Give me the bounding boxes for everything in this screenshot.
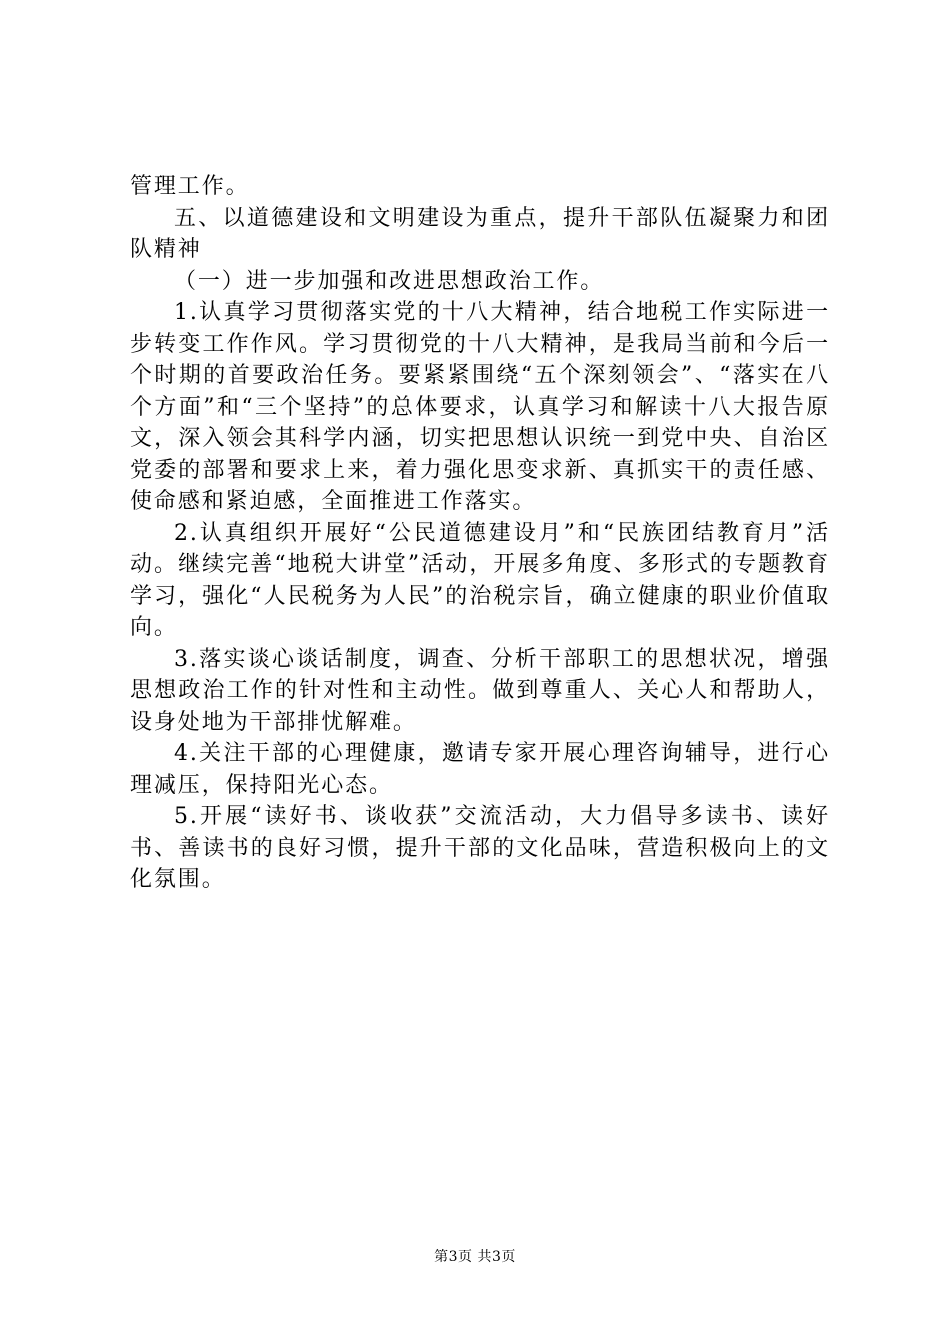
page-footer bbox=[0, 1247, 950, 1267]
list-item: 2.认真组织开展好“公民道德建设月”和“民族团结教育月”活动。继续完善“地税大讲堂”活动，开展多角度、多形式的专题教育学习，强化“人民税务为人民”的治税宗旨，确立健康的职业价值取向。 bbox=[130, 520, 830, 640]
paragraph-continuation: 管理工作。 bbox=[130, 174, 250, 199]
document-body bbox=[130, 171, 830, 896]
list-item: 4.关注干部的心理健康，邀请专家开展心理咨询辅导，进行心理减压，保持阳光心态。 bbox=[130, 741, 830, 798]
list-item: 1.认真学习贯彻落实党的十八大精神，结合地税工作实际进一步转变工作作风。学习贯彻党的十八大精神，是我局当前和今后一个时期的首要政治任务。要紧紧围绕“五个深刻领会”、“落实在八个方面”和“三个坚持”的总体要求，认真学习和解读十八大报告原文，深入领会其科学内涵，切实把思想认识统一到党中央、自治区党委的部署和要求上来，着力强化思变求新、真抓实干的责任感、使命感和紧迫感，全面推进工作落实。 bbox=[130, 300, 830, 514]
subsection-heading: （一）进一步加强和改进思想政治工作。 bbox=[174, 268, 605, 294]
page-number: 第3页 共3页 bbox=[434, 1249, 516, 1265]
section-heading: 五、以道德建设和文明建设为重点，提升干部队伍凝聚力和团队精神 bbox=[130, 205, 830, 262]
list-item: 5.开展“读好书、谈收获”交流活动，大力倡导多读书、读好书、善读书的良好习惯，提升干部的文化品味，营造积极向上的文化氛围。 bbox=[130, 804, 830, 892]
list-item: 3.落实谈心谈话制度，调查、分析干部职工的思想状况，增强思想政治工作的针对性和主动性。做到尊重人、关心人和帮助人，设身处地为干部排忧解难。 bbox=[130, 646, 830, 735]
